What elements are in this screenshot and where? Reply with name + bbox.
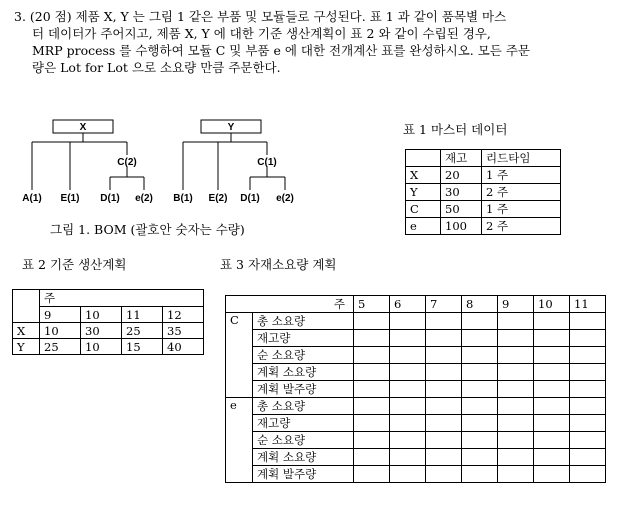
table-input-cell[interactable]: [462, 432, 498, 449]
table-input-cell[interactable]: [498, 466, 534, 483]
table-input-cell[interactable]: [534, 381, 570, 398]
table-row: [226, 381, 606, 398]
table-input-cell[interactable]: [570, 330, 606, 347]
table-week-cell: 11: [122, 307, 163, 323]
table-week-cell: 9: [498, 296, 534, 313]
table-input-cell[interactable]: [426, 364, 462, 381]
question-line: MRP process 를 수행하여 모듈 C 및 부품 e 에 대한 전개계산 표를 완성하시오. 모든 주문: [32, 43, 530, 58]
table-input-cell[interactable]: [462, 330, 498, 347]
table-week-cell: 8: [462, 296, 498, 313]
table-input-cell[interactable]: [570, 347, 606, 364]
table-input-cell[interactable]: [354, 466, 390, 483]
table-cell: 10: [81, 339, 122, 355]
question-line: 3. (20 점) 제품 X, Y 는 그림 1 같은 부품 및 모듈들로 구성된다. 표 1 과 같이 품목별 마스: [14, 9, 507, 24]
table-cell: e: [406, 218, 441, 235]
table-cell: 리드타임: [482, 150, 561, 167]
table-row: [226, 449, 606, 466]
table-input-cell[interactable]: [354, 313, 390, 330]
table-cell: [406, 150, 441, 167]
table-input-cell[interactable]: [534, 330, 570, 347]
table-input-cell[interactable]: [426, 381, 462, 398]
table-row: [226, 330, 606, 347]
table-row-label: 계획 소요량: [253, 364, 354, 381]
table-row-label: 계획 발주량: [253, 466, 354, 483]
question-line: 터 데이터가 주어지고, 제품 X, Y 에 대한 기준 생산계획이 표 2 와 같이 수립된 경우,: [32, 26, 491, 41]
table-cell: 30: [81, 323, 122, 339]
table-row-label: 순 소요량: [253, 432, 354, 449]
table-week-cell: 6: [390, 296, 426, 313]
table-header-row: [406, 150, 561, 167]
table-input-cell[interactable]: [426, 347, 462, 364]
table-input-cell[interactable]: [534, 415, 570, 432]
table-input-cell[interactable]: [354, 415, 390, 432]
table-row: [406, 184, 561, 201]
table-input-cell[interactable]: [354, 347, 390, 364]
table-input-cell[interactable]: [534, 449, 570, 466]
table-cell: 1 주: [482, 201, 561, 218]
table-row-label: 순 소요량: [253, 347, 354, 364]
table-cell: 50: [441, 201, 482, 218]
table-row-label: 계획 발주량: [253, 381, 354, 398]
table2-caption: 표 2 기준 생산계획: [22, 257, 127, 272]
table-input-cell[interactable]: [354, 432, 390, 449]
bom-x-leaf: e(2): [135, 193, 153, 204]
table-input-cell[interactable]: [570, 466, 606, 483]
table-input-cell[interactable]: [426, 449, 462, 466]
table-input-cell[interactable]: [426, 466, 462, 483]
table-input-cell[interactable]: [462, 381, 498, 398]
table-input-cell[interactable]: [570, 381, 606, 398]
bom-y-mid: C(1): [257, 157, 277, 168]
table-week-cell: 11: [570, 296, 606, 313]
table-input-cell[interactable]: [354, 381, 390, 398]
table-week-label: 주: [226, 296, 354, 313]
table-input-cell[interactable]: [570, 432, 606, 449]
table-cell: 10: [40, 323, 81, 339]
table-cell: 1 주: [482, 167, 561, 184]
table-input-cell[interactable]: [498, 381, 534, 398]
bom-x-leaf: D(1): [100, 193, 120, 204]
table-input-cell[interactable]: [534, 398, 570, 415]
bom-y-leaf: E(2): [208, 193, 228, 204]
table-row: [226, 432, 606, 449]
table-week-cell: 5: [354, 296, 390, 313]
table-input-cell[interactable]: [390, 364, 426, 381]
table-week-cell: 9: [40, 307, 81, 323]
table-row: [13, 339, 204, 355]
table-input-cell[interactable]: [354, 398, 390, 415]
table-row-label: 총 소요량: [253, 313, 354, 330]
table-input-cell[interactable]: [498, 398, 534, 415]
table-input-cell[interactable]: [570, 449, 606, 466]
table-row-label: 재고량: [253, 330, 354, 347]
table-cell: 40: [163, 339, 204, 355]
table-row: [406, 167, 561, 184]
table-cell: 25: [40, 339, 81, 355]
table-item-cell: C: [226, 313, 253, 398]
table-cell: 재고: [441, 150, 482, 167]
table-row: [406, 201, 561, 218]
table-cell: X: [406, 167, 441, 184]
bom-y-root: Y: [227, 122, 235, 133]
table-input-cell[interactable]: [498, 449, 534, 466]
table-cell: Y: [13, 339, 40, 355]
table-week-label: 주: [40, 290, 204, 307]
table-cell: X: [13, 323, 40, 339]
table-input-cell[interactable]: [462, 347, 498, 364]
table-input-cell[interactable]: [462, 398, 498, 415]
table3-caption: 표 3 자재소요량 계획: [220, 257, 337, 272]
table-row-label: 재고량: [253, 415, 354, 432]
table-input-cell[interactable]: [390, 381, 426, 398]
table-row: [406, 218, 561, 235]
table-input-cell[interactable]: [570, 398, 606, 415]
table-input-cell[interactable]: [570, 313, 606, 330]
table-cell: 25: [122, 323, 163, 339]
table-input-cell[interactable]: [426, 330, 462, 347]
question-text: [14, 8, 624, 76]
bom-x-leaf: E(1): [60, 193, 80, 204]
bom-y-leaf: e(2): [276, 193, 294, 204]
table-header-row: [13, 307, 204, 323]
table-cell: Y: [406, 184, 441, 201]
table-week-cell: 10: [81, 307, 122, 323]
table-input-cell[interactable]: [498, 313, 534, 330]
table-cell: 2 주: [482, 218, 561, 235]
table-input-cell[interactable]: [390, 347, 426, 364]
table-week-cell: 7: [426, 296, 462, 313]
table-input-cell[interactable]: [390, 330, 426, 347]
table-cell: 30: [441, 184, 482, 201]
table-row: [226, 466, 606, 483]
table1-caption: 표 1 마스터 데이터: [403, 122, 508, 137]
table-input-cell[interactable]: [534, 364, 570, 381]
table-row: [226, 398, 606, 415]
table-input-cell[interactable]: [498, 330, 534, 347]
table-input-cell[interactable]: [354, 449, 390, 466]
table-input-cell[interactable]: [534, 432, 570, 449]
table-input-cell[interactable]: [570, 415, 606, 432]
table-week-cell: 12: [163, 307, 204, 323]
table-input-cell[interactable]: [426, 415, 462, 432]
bom-x-leaf: A(1): [22, 193, 42, 204]
table-input-cell[interactable]: [462, 449, 498, 466]
table-cell: 35: [163, 323, 204, 339]
table-input-cell[interactable]: [426, 313, 462, 330]
table-cell: 15: [122, 339, 163, 355]
bom-diagram: [18, 115, 308, 215]
table-input-cell[interactable]: [354, 330, 390, 347]
table-corner-cell: [13, 290, 40, 323]
table-input-cell[interactable]: [534, 313, 570, 330]
table-item-cell: e: [226, 398, 253, 483]
table-row: [226, 415, 606, 432]
table-input-cell[interactable]: [390, 415, 426, 432]
table-row: [226, 364, 606, 381]
table3-mrp-plan: [225, 295, 606, 483]
table-input-cell[interactable]: [390, 313, 426, 330]
table-row-label: 계획 소요량: [253, 449, 354, 466]
table-input-cell[interactable]: [570, 364, 606, 381]
table-input-cell[interactable]: [390, 432, 426, 449]
table-input-cell[interactable]: [498, 415, 534, 432]
table2-master-schedule: [12, 289, 204, 355]
table-input-cell[interactable]: [498, 347, 534, 364]
bom-caption: 그림 1. BOM (괄호안 숫자는 수량): [50, 222, 245, 237]
table-header-row: [226, 296, 606, 313]
bom-y-leaf: D(1): [240, 193, 260, 204]
table-cell: 20: [441, 167, 482, 184]
table-row: [226, 313, 606, 330]
bom-x-root: X: [79, 122, 87, 133]
table-input-cell[interactable]: [426, 398, 462, 415]
table-row-label: 총 소요량: [253, 398, 354, 415]
table-header-row: [13, 290, 204, 307]
table1-master-data: [405, 149, 561, 235]
table-input-cell[interactable]: [462, 466, 498, 483]
table-input-cell[interactable]: [426, 432, 462, 449]
table-input-cell[interactable]: [462, 415, 498, 432]
bom-x-mid: C(2): [117, 157, 137, 168]
table-cell: 100: [441, 218, 482, 235]
table-cell: C: [406, 201, 441, 218]
table-cell: 2 주: [482, 184, 561, 201]
table-input-cell[interactable]: [498, 364, 534, 381]
table-input-cell[interactable]: [534, 466, 570, 483]
table-input-cell[interactable]: [390, 398, 426, 415]
table-input-cell[interactable]: [390, 449, 426, 466]
table-input-cell[interactable]: [354, 364, 390, 381]
question-line: 량은 Lot for Lot 으로 소요량 만큼 주문한다.: [32, 60, 281, 75]
table-input-cell[interactable]: [462, 364, 498, 381]
table-input-cell[interactable]: [534, 347, 570, 364]
table-input-cell[interactable]: [390, 466, 426, 483]
table-week-cell: 10: [534, 296, 570, 313]
table-input-cell[interactable]: [498, 432, 534, 449]
table-row: [226, 347, 606, 364]
table-row: [13, 323, 204, 339]
bom-y-leaf: B(1): [173, 193, 193, 204]
table-input-cell[interactable]: [462, 313, 498, 330]
